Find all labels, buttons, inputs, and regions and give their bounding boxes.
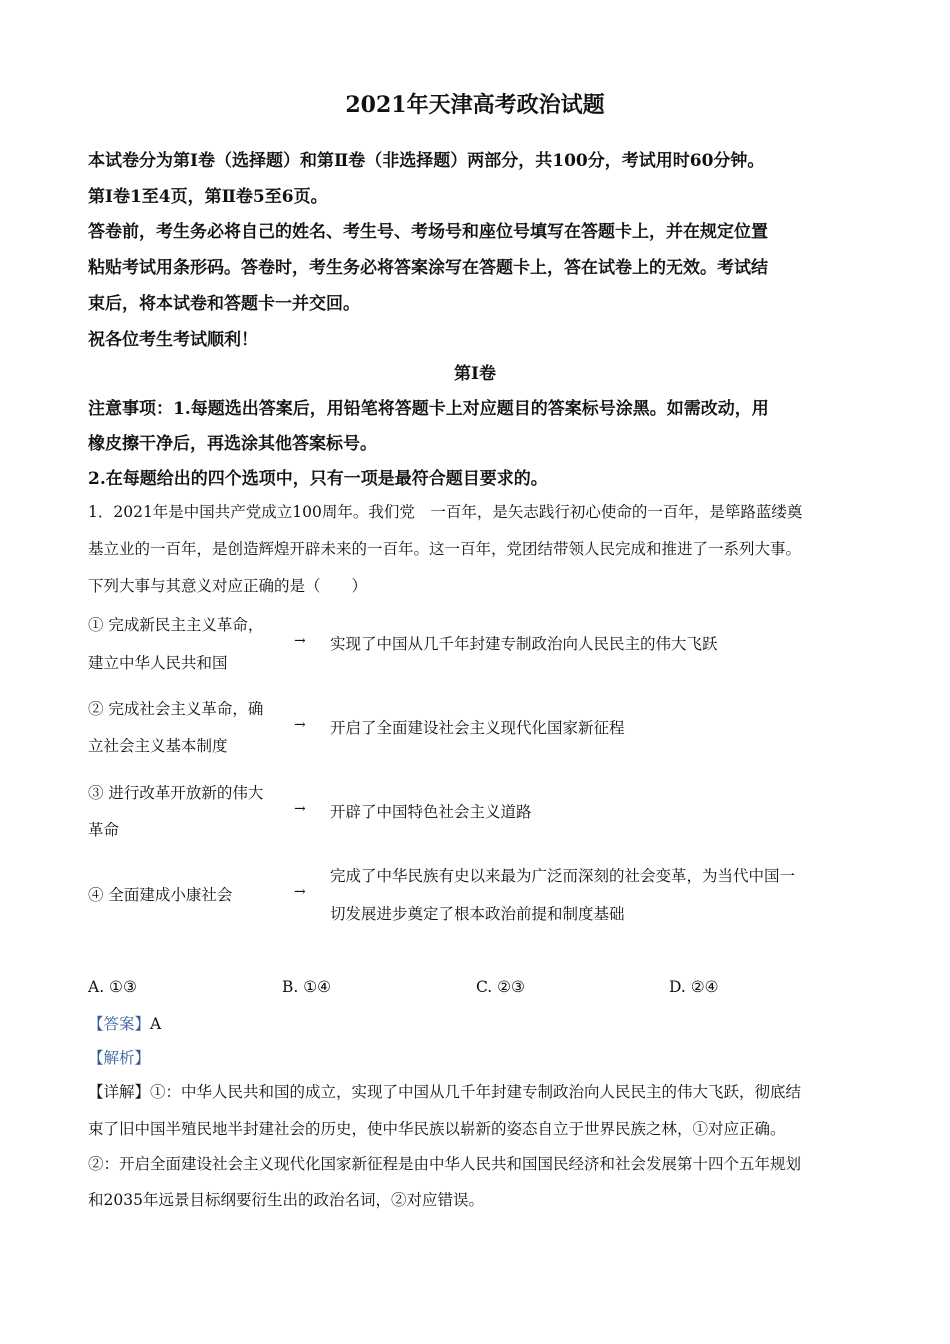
intro-line-2: 第Ⅰ卷1至4页，第Ⅱ卷5至6页。 xyxy=(88,187,328,207)
detail-line-2: 束了旧中国半殖民地半封建社会的历史，使中华民族以崭新的姿态自立于世界民族之林，①对应正确。 xyxy=(88,1120,786,1138)
intro-line-1: 本试卷分为第Ⅰ卷（选择题）和第Ⅱ卷（非选择题）两部分，共100分，考试用时60分钟。 xyxy=(88,151,765,171)
choice-a: A. ①③ xyxy=(88,978,137,996)
choice-b: B. ①④ xyxy=(282,978,332,996)
detail-line-3: ②：开启全面建设社会主义现代化国家新征程是由中华人民共和国国民经济和社会发展第十四个五年规划 xyxy=(88,1155,802,1173)
intro-line-6: 祝各位考生考试顺利！ xyxy=(88,330,258,350)
notes-line-3: 2.在每题给出的四个选项中，只有一项是最符合题目要求的。 xyxy=(88,469,548,489)
detail-line-4: 和2035年远景目标纲要衍生出的政治名词，②对应错误。 xyxy=(88,1191,484,1209)
event-4-meaning-line-2: 切发展进步奠定了根本政治前提和制度基础 xyxy=(330,905,625,923)
analysis-tag: 【解析】 xyxy=(88,1049,151,1067)
event-1-line-2: 建立中华人民共和国 xyxy=(88,654,228,672)
question-line-1: 1．2021年是中国共产党成立100周年。我们党 一百年，是矢志践行初心使命的一百年，是筚路蓝缕奠 xyxy=(88,503,803,521)
arrow-icon: → xyxy=(294,801,306,817)
answer-value: A xyxy=(150,1015,162,1033)
page-title: 2021年天津高考政治试题 xyxy=(345,92,605,118)
detail-line-1: 【详解】①：中华人民共和国的成立，实现了中国从几千年封建专制政治向人民民主的伟大飞跃，彻底结 xyxy=(88,1083,802,1101)
intro-line-5: 束后，将本试卷和答题卡一并交回。 xyxy=(88,294,360,314)
event-4-line-1: ④ 全面建成小康社会 xyxy=(88,886,233,904)
intro-line-4: 粘贴考试用条形码。答卷时，考生务必将答案涂写在答题卡上，答在试卷上的无效。考试结 xyxy=(88,258,768,278)
answer-tag: 【答案】 xyxy=(88,1015,151,1033)
answer-line xyxy=(88,1012,161,1034)
event-3-meaning: 开辟了中国特色社会主义道路 xyxy=(330,803,532,821)
event-2-meaning: 开启了全面建设社会主义现代化国家新征程 xyxy=(330,719,625,737)
choice-d: D. ②④ xyxy=(669,978,719,996)
choice-c: C. ②③ xyxy=(476,978,525,996)
intro-line-3: 答卷前，考生务必将自己的姓名、考生号、考场号和座位号填写在答题卡上，并在规定位置 xyxy=(88,222,768,242)
event-4-meaning-line-1: 完成了中华民族有史以来最为广泛而深刻的社会变革，为当代中国一 xyxy=(330,867,796,885)
event-1-meaning: 实现了中国从几千年封建专制政治向人民民主的伟大飞跃 xyxy=(330,635,718,653)
section-heading: 第Ⅰ卷 xyxy=(454,364,496,384)
arrow-icon: → xyxy=(294,884,306,900)
event-2-line-1: ② 完成社会主义革命，确 xyxy=(88,700,264,718)
event-3-line-1: ③ 进行改革开放新的伟大 xyxy=(88,784,264,802)
question-line-2: 基立业的一百年，是创造辉煌开辟未来的一百年。这一百年，党团结带领人民完成和推进了一系列大事。 xyxy=(88,540,802,558)
question-line-3: 下列大事与其意义对应正确的是（ ） xyxy=(88,577,368,595)
arrow-icon: → xyxy=(294,717,306,733)
event-3-line-2: 革命 xyxy=(88,821,120,839)
notes-line-1: 注意事项：1.每题选出答案后，用铅笔将答题卡上对应题目的答案标号涂黑。如需改动，用 xyxy=(88,399,769,419)
notes-line-2: 橡皮擦干净后，再选涂其他答案标号。 xyxy=(88,434,377,454)
event-2-line-2: 立社会主义基本制度 xyxy=(88,737,228,755)
arrow-icon: → xyxy=(294,633,306,649)
event-1-line-1: ① 完成新民主主义革命， xyxy=(88,616,264,634)
